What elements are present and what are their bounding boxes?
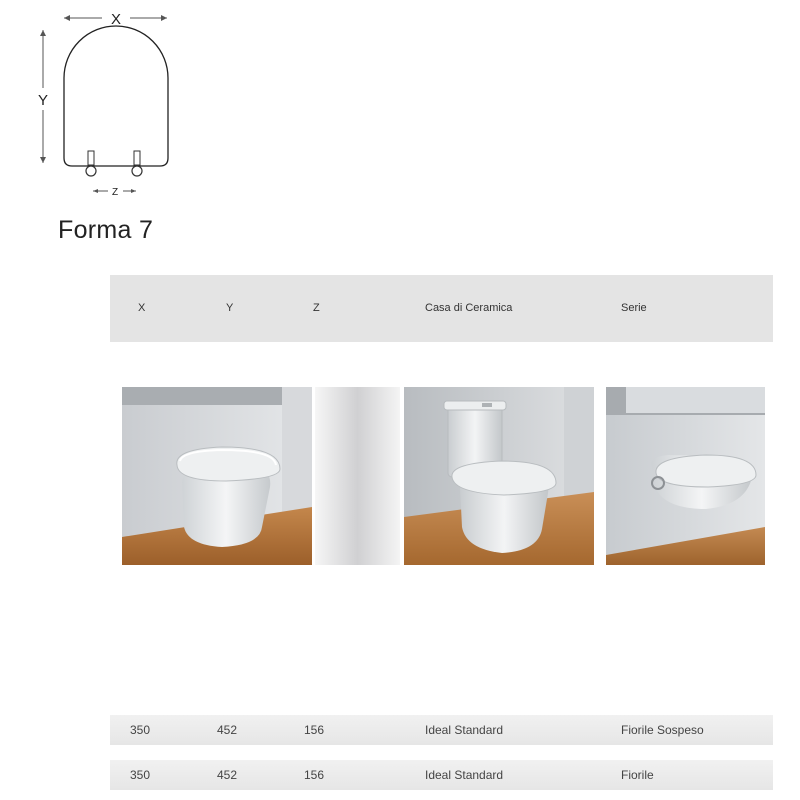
toilet-wall-hung-photo: [606, 387, 765, 565]
product-photos: [122, 387, 765, 565]
forma-title: Forma 7: [58, 216, 154, 244]
photo-separator: [315, 387, 400, 565]
header-y: Y: [226, 302, 234, 314]
cell-brand: Ideal Standard: [425, 768, 504, 782]
cell-brand: Ideal Standard: [425, 723, 504, 737]
left-hinge-icon: [86, 151, 96, 176]
toilet-floor-standing-photo: [122, 387, 312, 565]
y-dimension-label: Y: [38, 92, 49, 109]
cell-z: 156: [304, 723, 325, 737]
cell-y: 452: [217, 768, 238, 782]
seat-shape-diagram: [30, 8, 180, 208]
cell-x: 350: [130, 768, 151, 782]
header-serie: Serie: [621, 302, 647, 314]
header-x: X: [138, 302, 146, 314]
right-hinge-icon: [132, 151, 142, 176]
table-header: [110, 275, 773, 342]
table-row: [110, 715, 773, 745]
cell-serie: Fiorile Sospeso: [621, 723, 704, 737]
header-z: Z: [313, 302, 320, 314]
x-dimension-label: X: [110, 11, 122, 28]
cell-y: 452: [217, 723, 238, 737]
cell-z: 156: [304, 768, 325, 782]
header-brand: Casa di Ceramica: [425, 302, 513, 314]
table-row: [110, 760, 773, 790]
cell-serie: Fiorile: [621, 768, 654, 782]
cell-x: 350: [130, 723, 151, 737]
toilet-close-coupled-photo: [404, 387, 594, 565]
z-dimension-label: Z: [111, 187, 119, 198]
seat-outline: [64, 26, 168, 166]
